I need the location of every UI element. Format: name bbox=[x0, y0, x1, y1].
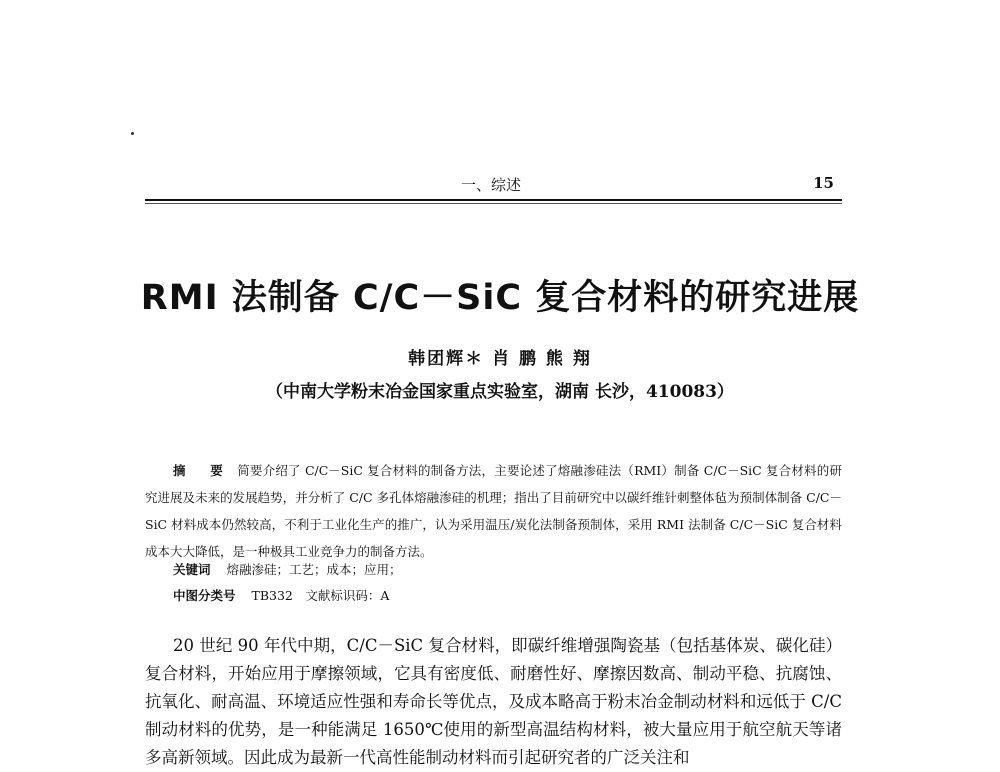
section-title: 一、综述 bbox=[461, 176, 522, 194]
classification-line bbox=[173, 586, 389, 604]
author-list: 韩团辉＊ 肖 鹏 熊 翔 bbox=[408, 349, 592, 369]
article-title: RMI 法制备 C/C－SiC 复合材料的研究进展 bbox=[140, 278, 860, 318]
abstract bbox=[145, 457, 842, 565]
clc-label: 中图分类号 bbox=[173, 588, 236, 603]
header-rule-thin bbox=[145, 203, 842, 204]
abstract-text: 简要介绍了 C/C－SiC 复合材料的制备方法，主要论述了熔融渗硅法（RMI）制备 C/C－SiC 复合材料的研究进展及未来的发展趋势，并分析了 C/C 多孔体熔融渗硅的机理；指出了目前研究中以碳纤维针刺整体毡为预制体制备 C/C－SiC 材料成本仍然较高，不利于工业化生产的推广，认为采用温压/炭化法制备预制体，采用 RMI 法制备 C/C－SiC 复合材料成本大大降低，是一种极具工业竞争力的制备方法。 bbox=[145, 463, 842, 559]
body-paragraph bbox=[145, 632, 842, 772]
affiliation: （中南大学粉末冶金国家重点实验室，湖南 长沙，410083） bbox=[266, 382, 734, 402]
clc-text: TB332 文献标识码：A bbox=[251, 588, 390, 603]
header-rule bbox=[145, 199, 842, 201]
keywords-line bbox=[173, 560, 402, 578]
keywords-text: 熔融渗硅；工艺；成本；应用； bbox=[226, 562, 402, 577]
keywords-label: 关键词 bbox=[173, 562, 211, 577]
running-header bbox=[145, 172, 842, 202]
scan-dot bbox=[131, 132, 134, 135]
page-number: 15 bbox=[813, 174, 834, 192]
abstract-label: 摘 要 bbox=[173, 463, 233, 478]
body-text: 20 世纪 90 年代中期，C/C－SiC 复合材料，即碳纤维增强陶瓷基（包括基体炭、碳化硅）复合材料，开始应用于摩擦领域，它具有密度低、耐磨性好、摩擦因数高、制动平稳、抗腐蚀、抗氧化、耐高温、环境适应性强和寿命长等优点，及成本略高于粉末冶金制动材料和远低于 C/C 制动材料的优势，是一种能满足 1650℃使用的新型高温结构材料，被大量应用于航空航天等诸多高新领域。因此成为最新一代高性能制动材料而引起研究者的广泛关注和 bbox=[145, 636, 842, 767]
